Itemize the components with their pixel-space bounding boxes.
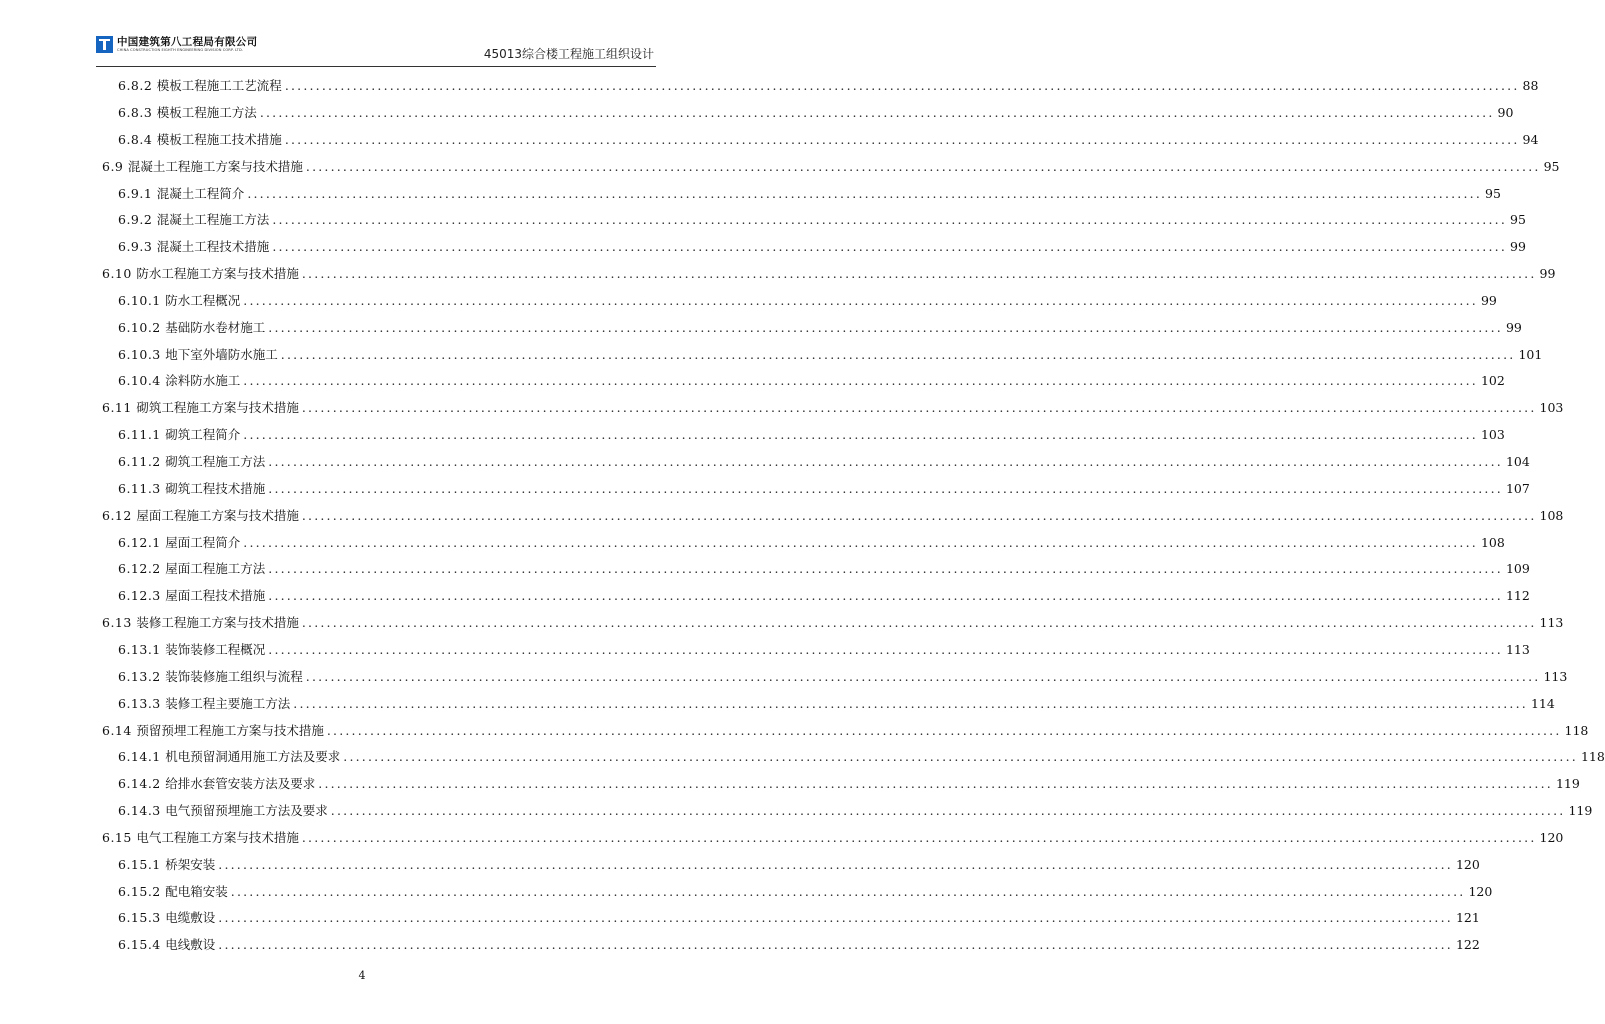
toc-entry-title: 防水工程施工方案与技术措施: [136, 266, 299, 282]
toc-dot-leader: ........................................................................................................................................................................................................: [268, 641, 1503, 657]
toc-dot-leader: ........................................................................................................................................................................................................: [284, 78, 1520, 94]
toc-entry[interactable]: [118, 100, 1514, 127]
toc-entry-number: 6.15.4: [118, 937, 161, 953]
toc-entry[interactable]: [118, 583, 1530, 610]
toc-entry[interactable]: [118, 422, 1505, 449]
company-name-cn: 中国建筑第八工程局有限公司: [117, 36, 258, 48]
toc-entry-number: 6.13.1: [118, 641, 161, 657]
company-name-en: CHINA CONSTRUCTION EIGHTH ENGINEERING DIVISION CORP. LTD.: [117, 48, 244, 52]
toc-entry[interactable]: [102, 154, 1560, 181]
toc-entry[interactable]: [118, 315, 1522, 342]
toc-entry-number: 6.15.1: [118, 856, 161, 872]
toc-entry-title: 电缆敷设: [165, 910, 216, 926]
toc-entry-number: 6.10.4: [118, 373, 161, 389]
toc-entry-title: 装饰装修施工组织与流程: [165, 668, 303, 684]
toc-entry-title: 装修工程主要施工方法: [165, 695, 291, 711]
toc-entry-number: 6.13.2: [118, 668, 161, 684]
toc-entry-title: 桥架安装: [165, 856, 216, 872]
toc-entry-number: 6.11: [102, 400, 132, 416]
toc-entry-number: 6.15.2: [118, 883, 161, 899]
toc-entry-page: 118: [1564, 722, 1589, 738]
toc-entry-title: 砌筑工程简介: [165, 427, 241, 443]
toc-entry-page: 103: [1539, 400, 1564, 416]
toc-dot-leader: ........................................................................................................................................................................................................: [293, 695, 1528, 711]
toc-dot-leader: ........................................................................................................................................................................................................: [343, 749, 1578, 765]
toc-dot-leader: ........................................................................................................................................................................................................: [284, 131, 1520, 147]
toc-dot-leader: ........................................................................................................................................................................................................: [318, 776, 1553, 792]
toc-entry-page: 99: [1510, 239, 1526, 255]
toc-dot-leader: ........................................................................................................................................................................................................: [268, 588, 1503, 604]
toc-entry-page: 104: [1505, 454, 1530, 470]
toc-entry-number: 6.10: [102, 266, 132, 282]
toc-entry-page: 112: [1505, 588, 1530, 604]
toc-dot-leader: ........................................................................................................................................................................................................: [268, 561, 1503, 577]
toc-entry[interactable]: [118, 691, 1555, 718]
toc-dot-leader: ........................................................................................................................................................................................................: [259, 104, 1495, 120]
toc-entry-title: 屋面工程施工方案与技术措施: [136, 507, 299, 523]
toc-entry-title: 混凝土工程简介: [156, 185, 245, 201]
toc-entry-number: 6.14.2: [118, 776, 161, 792]
toc-dot-leader: ........................................................................................................................................................................................................: [301, 615, 1537, 631]
toc-entry[interactable]: [118, 771, 1580, 798]
toc-entry-number: 6.13.3: [118, 695, 161, 711]
toc-entry[interactable]: [118, 342, 1543, 369]
toc-entry-number: 6.9: [102, 158, 124, 174]
toc-entry[interactable]: [102, 503, 1564, 530]
toc-entry-number: 6.12.2: [118, 561, 161, 577]
toc-entry-number: 6.11.1: [118, 427, 161, 443]
toc-entry-title: 模板工程施工方法: [156, 104, 257, 120]
toc-entry[interactable]: [102, 261, 1556, 288]
toc-dot-leader: ........................................................................................................................................................................................................: [330, 803, 1566, 819]
toc-entry[interactable]: [118, 664, 1568, 691]
toc-entry-number: 6.12.3: [118, 588, 161, 604]
toc-entry[interactable]: [102, 395, 1564, 422]
toc-entry-page: 88: [1522, 78, 1539, 94]
toc-entry-title: 电气工程施工方案与技术措施: [136, 829, 299, 845]
toc-entry[interactable]: [102, 717, 1589, 744]
toc-entry-page: 118: [1580, 749, 1605, 765]
toc-entry-page: 120: [1539, 829, 1564, 845]
toc-entry[interactable]: [102, 610, 1564, 637]
toc-entry-title: 砌筑工程施工方案与技术措施: [136, 400, 299, 416]
toc-dot-leader: ........................................................................................................................................................................................................: [272, 212, 1507, 228]
toc-dot-leader: ........................................................................................................................................................................................................: [301, 400, 1537, 416]
toc-entry[interactable]: [118, 798, 1593, 825]
toc-entry-page: 95: [1485, 185, 1501, 201]
toc-dot-leader: ........................................................................................................................................................................................................: [272, 239, 1507, 255]
toc-entry-number: 6.8.3: [118, 104, 153, 120]
toc-entry-page: 119: [1555, 776, 1580, 792]
toc-dot-leader: ........................................................................................................................................................................................................: [218, 937, 1453, 953]
toc-dot-leader: ........................................................................................................................................................................................................: [243, 292, 1478, 308]
toc-entry-title: 机电预留洞通用施工方法及要求: [165, 749, 341, 765]
toc-entry-title: 配电箱安装: [165, 883, 228, 899]
toc-entry-number: 6.9.1: [118, 185, 153, 201]
toc-dot-leader: ........................................................................................................................................................................................................: [305, 668, 1541, 684]
page-number: 4: [358, 969, 366, 982]
toc-entry-number: 6.13: [102, 615, 132, 631]
toc-dot-leader: ........................................................................................................................................................................................................: [305, 158, 1541, 174]
toc-entry-page: 120: [1468, 883, 1493, 899]
toc-entry[interactable]: [118, 288, 1497, 315]
toc-entry-title: 基础防水卷材施工: [165, 319, 266, 335]
toc-entry-page: 90: [1497, 104, 1514, 120]
toc-entry-page: 108: [1480, 534, 1505, 550]
toc-entry[interactable]: [118, 556, 1530, 583]
toc-entry-page: 99: [1539, 266, 1556, 282]
toc-dot-leader: ........................................................................................................................................................................................................: [243, 534, 1478, 550]
toc-entry-number: 6.8.2: [118, 78, 153, 94]
toc-entry-page: 109: [1505, 561, 1530, 577]
toc-dot-leader: ........................................................................................................................................................................................................: [247, 185, 1482, 201]
toc-entry[interactable]: [118, 207, 1526, 234]
toc-dot-leader: ........................................................................................................................................................................................................: [230, 883, 1466, 899]
toc-entry-page: 103: [1480, 427, 1505, 443]
toc-entry[interactable]: [102, 825, 1564, 852]
company-logo-icon: [96, 36, 113, 53]
toc-entry[interactable]: [118, 879, 1493, 906]
toc-entry[interactable]: [118, 744, 1605, 771]
toc-entry-title: 模板工程施工技术措施: [156, 131, 282, 147]
toc-entry[interactable]: [118, 932, 1480, 959]
toc-entry[interactable]: [118, 637, 1530, 664]
toc-entry-page: 101: [1518, 346, 1543, 362]
toc-entry-page: 119: [1568, 803, 1593, 819]
toc-entry-title: 给排水套管安装方法及要求: [165, 776, 316, 792]
toc-entry-number: 6.9.3: [118, 239, 153, 255]
toc-entry-number: 6.10.1: [118, 292, 161, 308]
toc-entry-number: 6.14: [102, 722, 132, 738]
toc-entry-number: 6.15.3: [118, 910, 161, 926]
toc-entry-title: 混凝土工程技术措施: [156, 239, 270, 255]
toc-entry-number: 6.11.3: [118, 480, 161, 496]
toc-entry-page: 99: [1480, 292, 1497, 308]
toc-entry-title: 砌筑工程施工方法: [165, 454, 266, 470]
toc-entry-page: 95: [1543, 158, 1560, 174]
toc-entry-page: 122: [1455, 937, 1480, 953]
toc-entry-number: 6.10.2: [118, 319, 161, 335]
toc-entry-title: 屋面工程简介: [165, 534, 241, 550]
toc-dot-leader: ........................................................................................................................................................................................................: [218, 910, 1453, 926]
toc-entry-page: 114: [1530, 695, 1555, 711]
toc-entry-number: 6.8.4: [118, 131, 153, 147]
toc-dot-leader: ........................................................................................................................................................................................................: [301, 507, 1537, 523]
toc-entry-title: 装饰装修工程概况: [165, 641, 266, 657]
toc-entry[interactable]: [118, 234, 1526, 261]
toc-entry-title: 防水工程概况: [165, 292, 241, 308]
toc-entry-page: 94: [1522, 131, 1539, 147]
toc-entry-page: 113: [1505, 641, 1530, 657]
toc-entry-number: 6.15: [102, 829, 132, 845]
company-logo: [96, 36, 257, 53]
toc-dot-leader: ........................................................................................................................................................................................................: [301, 829, 1537, 845]
toc-dot-leader: ........................................................................................................................................................................................................: [243, 427, 1478, 443]
toc-entry-number: 6.14.1: [118, 749, 161, 765]
toc-dot-leader: ........................................................................................................................................................................................................: [301, 266, 1537, 282]
toc-entry-title: 混凝土工程施工方案与技术措施: [127, 158, 303, 174]
toc-dot-leader: ........................................................................................................................................................................................................: [268, 319, 1503, 335]
toc-entry[interactable]: [118, 449, 1530, 476]
toc-entry[interactable]: [118, 905, 1480, 932]
toc-entry-title: 电线敷设: [165, 937, 216, 953]
toc-entry-number: 6.12.1: [118, 534, 161, 550]
toc-entry-number: 6.12: [102, 507, 132, 523]
toc-dot-leader: ........................................................................................................................................................................................................: [218, 856, 1453, 872]
toc-dot-leader: ........................................................................................................................................................................................................: [268, 480, 1503, 496]
toc-entry[interactable]: [118, 852, 1480, 879]
toc-entry-title: 屋面工程技术措施: [165, 588, 266, 604]
toc-entry[interactable]: [118, 127, 1539, 154]
toc-entry-page: 108: [1539, 507, 1564, 523]
toc-entry-page: 113: [1543, 668, 1568, 684]
toc-entry-title: 地下室外墙防水施工: [165, 346, 278, 362]
toc-entry-page: 120: [1455, 856, 1480, 872]
toc-entry-title: 砌筑工程技术措施: [165, 480, 266, 496]
toc-entry-number: 6.14.3: [118, 803, 161, 819]
toc-entry-title: 模板工程施工工艺流程: [156, 78, 282, 94]
toc-entry[interactable]: [118, 368, 1505, 395]
toc-entry-page: 102: [1480, 373, 1505, 389]
toc-entry-page: 99: [1505, 319, 1522, 335]
toc-entry-number: 6.9.2: [118, 212, 153, 228]
toc-entry-number: 6.11.2: [118, 454, 161, 470]
toc-entry-title: 屋面工程施工方法: [165, 561, 266, 577]
toc-entry[interactable]: [118, 73, 1539, 100]
page-header: [96, 32, 656, 67]
toc-entry-number: 6.10.3: [118, 346, 161, 362]
toc-entry-title: 电气预留预埋施工方法及要求: [165, 803, 328, 819]
document-title: 45013综合楼工程施工组织设计: [483, 47, 654, 61]
toc-entry[interactable]: [118, 529, 1505, 556]
toc-entry-title: 装修工程施工方案与技术措施: [136, 615, 299, 631]
toc-entry-title: 混凝土工程施工方法: [156, 212, 270, 228]
toc-entry-title: 预留预埋工程施工方案与技术措施: [136, 722, 324, 738]
toc-entry[interactable]: [118, 476, 1530, 503]
toc-entry-title: 涂料防水施工: [165, 373, 241, 389]
toc-dot-leader: ........................................................................................................................................................................................................: [280, 346, 1516, 362]
toc-entry-page: 121: [1455, 910, 1480, 926]
toc-entry-page: 107: [1505, 480, 1530, 496]
toc-entry-page: 113: [1539, 615, 1564, 631]
toc-entry[interactable]: [118, 180, 1501, 207]
toc-dot-leader: ........................................................................................................................................................................................................: [243, 373, 1478, 389]
toc-entry-page: 95: [1510, 212, 1526, 228]
toc-dot-leader: ........................................................................................................................................................................................................: [326, 722, 1562, 738]
toc-dot-leader: ........................................................................................................................................................................................................: [268, 454, 1503, 470]
